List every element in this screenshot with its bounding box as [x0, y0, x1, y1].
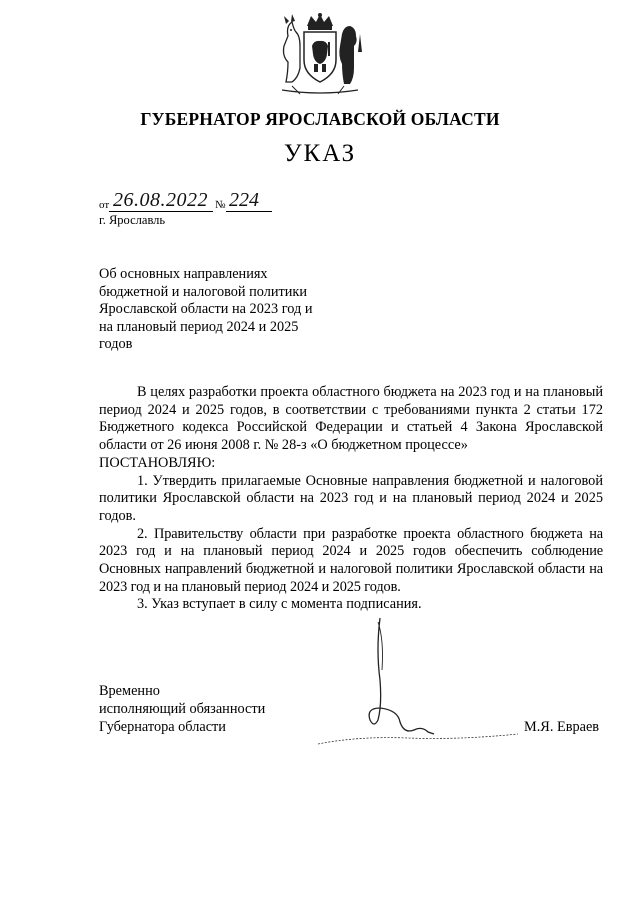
number-underline: [226, 211, 272, 212]
subject-line: на плановый период 2024 и 2025: [99, 318, 299, 335]
handwritten-date: 26.08.2022: [113, 189, 208, 211]
handwritten-signature: [318, 610, 518, 750]
date-underline: [109, 211, 213, 212]
document-type: УКАЗ: [283, 140, 357, 167]
position-line: Временно: [99, 683, 160, 699]
decree-body: [99, 384, 603, 614]
handwritten-number: 224: [229, 189, 259, 211]
number-label: №: [215, 199, 226, 211]
position-line: исполняющий обязанности: [99, 700, 266, 717]
decree-item: 1. Утвердить прилагаемые Основные направления бюджетной и налоговой политики Ярославской области на 2023 год и на плановый период 2024 и 2025 годов.: [99, 472, 603, 524]
subject-line: Ярославской области на 2023 год и: [99, 301, 313, 317]
decree-word: ПОСТАНОВЛЯЮ:: [99, 454, 216, 471]
signatory-name: М.Я. Евраев: [524, 719, 600, 735]
subject-line: годов: [99, 336, 133, 352]
decree-subject: [99, 266, 359, 354]
subject-line: бюджетной и налоговой политики: [99, 283, 308, 300]
issue-city: г. Ярославль: [99, 213, 166, 227]
coat-of-arms-icon: [274, 12, 366, 98]
decree-item: 2. Правительству области при разработке проекта областного бюджета на 2023 год и на плановый период 2024 и 2025 годов обеспечить соблюдение Основных направлений бюджетной и налоговой политики Ярославской области на 2023 год и на плановый период 2024 и 2025 годов.: [99, 525, 603, 595]
from-label: от: [99, 199, 110, 211]
position-line: Губернатора области: [99, 718, 226, 735]
authority-title: ГУБЕРНАТОР ЯРОСЛАВСКОЙ ОБЛАСТИ: [140, 109, 500, 129]
preamble-paragraph: В целях разработки проекта областного бюджета на 2023 год и на плановый период 2024 и 2025 годов, в соответствии с требованиями пункта 2 статьи 172 Бюджетного кодекса Российской Федерации и статьей 4 Закона Ярославской области от 26 июня 2008 г. № 28-з «О бюджетном процессе»: [99, 384, 603, 454]
subject-line: Об основных направлениях: [99, 266, 268, 282]
decree-item: 3. Указ вступает в силу с момента подписания.: [137, 596, 422, 613]
signatory-position: [99, 683, 265, 736]
